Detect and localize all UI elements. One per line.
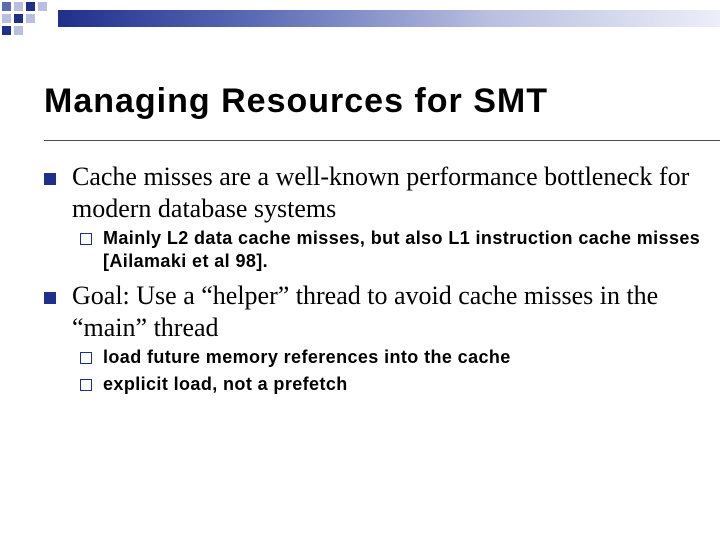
filled-square-icon bbox=[44, 292, 56, 304]
filled-square-icon bbox=[44, 173, 56, 185]
hollow-square-icon bbox=[80, 379, 92, 391]
bullet-text: Goal: Use a “helper” thread to avoid cache misses in the “main” thread bbox=[72, 281, 659, 342]
header-decoration-squares bbox=[0, 0, 60, 42]
sub-bullet-text: explicit load, not a prefetch bbox=[103, 374, 348, 394]
title-divider bbox=[44, 140, 720, 141]
bullet-text: Cache misses are a well-known performance bottleneck for modern database systems bbox=[72, 162, 690, 223]
header-gradient-bar bbox=[58, 10, 720, 27]
sub-bullet-text: load future memory references into the cache bbox=[103, 347, 511, 367]
sub-bullet-text: Mainly L2 data cache misses, but also L1 instruction cache misses [Ailamaki et al 98]. bbox=[103, 228, 701, 271]
slide-title: Managing Resources for SMT bbox=[44, 82, 548, 120]
hollow-square-icon bbox=[80, 233, 92, 245]
hollow-square-icon bbox=[80, 352, 92, 364]
